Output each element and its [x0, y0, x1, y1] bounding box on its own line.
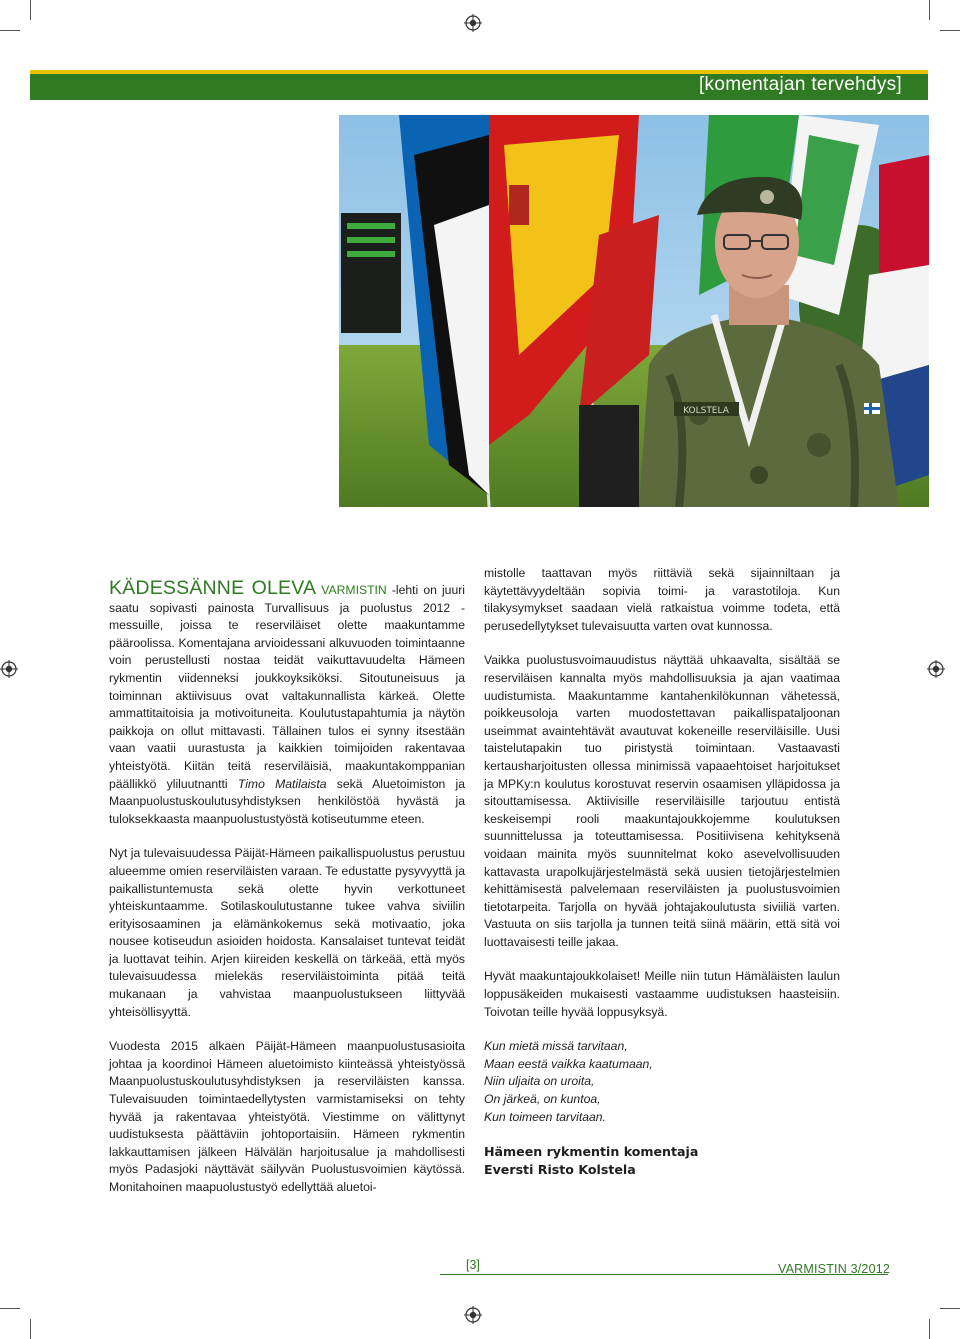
signature — [484, 1143, 840, 1179]
article-paragraph — [109, 577, 465, 828]
signature-name: Eversti Risto Kolstela — [484, 1162, 636, 1178]
paragraph-text: sekä Aluetoimiston ja Maanpuolustuskoulutusyhdistyksen henkilöstöä hyvästä ja tuloksekkaasta maanpuolustustyöstä kotiseutumme eteen. — [109, 776, 465, 826]
poem-line: Kun toimeen tarvitaan. — [484, 1109, 606, 1124]
page-number: [3] — [466, 1258, 480, 1272]
registration-mark-icon — [464, 1306, 482, 1324]
magazine-issue: VARMISTIN 3/2012 — [778, 1262, 891, 1276]
article-paragraph: Hyvät maakuntajoukkolaiset! Meille niin tutun Hämäläisten laulun loppusäkeiden mukaisesti vastaamme uudistuksen haasteisiin. Toivotan teille hyvää loppusyksyä. — [484, 969, 840, 1019]
article-paragraph: Vuodesta 2015 alkaen Päijät-Hämeen maanpuolustusasioita johtaa ja koordinoi Hämeen aluetoimisto kiinteässä yhteistyössä Maanpuolustuskoulutusyhdistyksen ja reserviläisten kanssa. Tulevaisuuden toimintaedellytysten varmistamiseksi on tehty hyvää ja rakentavaa yhteistyötä. Viestimme on välittynyt uudistuksesta päättäviin johtoportaisiin. Hämeen rykmentin lakkauttamisen jälkeen Hälvälän harjoitusalue ja mahdollisesti myös Padasjoki näyttävät säilyvän Puolustusvoimien käytössä. Monitahoinen maapuolustustyö edellyttää aluetoi- — [109, 1039, 465, 1194]
portrait-photo — [339, 115, 929, 507]
crop-mark — [929, 1319, 930, 1339]
poem-line: Maan eestä vaikka kaatumaan, — [484, 1056, 653, 1071]
registration-mark-icon — [0, 660, 18, 678]
registration-mark-icon — [927, 660, 945, 678]
article-column-right — [484, 565, 840, 1179]
article-paragraph: mistolle taattavan myös riittäviä sekä sijainniltaan ja käytettävyydeltään sopivia toimi- ja varastotiloja. Kun tilakysymykset saadaan vielä ratkaistua voimme todeta, että perusedellytykset tulevaisuutta varten ovat kunnossa. — [484, 566, 840, 633]
section-title: [komentajan tervehdys] — [698, 74, 902, 95]
person-name: Timo Matilaista — [237, 776, 327, 791]
signature-title: Hämeen rykmentin komentaja — [484, 1144, 699, 1160]
crop-mark — [0, 1308, 20, 1309]
paragraph-text: -lehti on juuri saatu sopivasti painosta Turvallisuus ja puolustus 2012 -messuille, joissa te reserviläiset olette maakuntamme pääroolissa. Komentajana arvioidessani alkuvuoden toimintaanne voin perustellusti nostaa teidät vaikuttavuudelta Hämeen rykmentin viidenneksi joukkoyksiköksi. Sitoutuneisuus ja toiminnan aktiivisuus ovat valtakunnallista kärkeä. Olette ammattitaitoisia ja motivoituneita. Koulutustapahtumia ja näytön paikkoja on ollut mittavasti. Tällainen tulos ei synny itsestään vaan vaatii uurastusta ja kaikkien toimijoiden rakentavaa yhteistyötä. Kiitän teitä reserviläisiä, maakuntakomppanian päällikkö yliluutnantti — [109, 583, 465, 791]
crop-mark — [30, 0, 31, 20]
poem-line: On järkeä, on kuntoa, — [484, 1092, 601, 1107]
poem — [484, 1038, 840, 1126]
article-paragraph: Vaikka puolustusvoimauudistus näyttää uhkaavalta, sisältää se reserviläisen kannalta myös mahdollisuuksia ja ajan vaatimaa uudistumista. Maakuntamme kantahenkilökunnan vähetessä, poikkeusoloja varten muodostettavan paikallispataljoonan useimmat avaintehtävät avautuvat kokeneille reserviläisille. Uusi taistelutapakin tuo piristystä toimintaan. Vastaavasti kertausharjoitusten ollessa minimissä vapaaehtoiset harjoitukset ja MPKy:n koulutus korostuvat reservin osaamisen ylläpidossa ja sitouttamisessa. Aktiivisille reserviläisille tarjoutuu entistä keskeisempi rooli maakuntajoukkojemme koulutuksen suunnittelussa ja toteuttamisessa. Positiivisena kehityksenä voidaan mainita myös suunnitelmat koko asevelvollisuuden kattavasta urapolkujärjestelmästä sekä uusien tietojärjestelmien kehittämisestä palvelemaan reserviläisten ja puolustusvoimien tietotarpeita. Tarjolla on hyvää johtajakoulutusta siviiliä varten. Vastuuta on siis tarjolla ja tunnen teitä siinä määrin, että sitä voi luottavaisesti teille jakaa. — [484, 653, 840, 949]
crop-mark — [940, 30, 960, 31]
registration-mark-icon — [464, 14, 482, 32]
poem-line: Kun mietä missä tarvitaan, — [484, 1039, 628, 1054]
crop-mark — [929, 0, 930, 20]
photo-nametag: KOLSTELA — [683, 406, 729, 416]
crop-mark — [30, 1319, 31, 1339]
crop-mark — [940, 1308, 960, 1309]
lead-magazine-name: VARMISTIN — [321, 583, 387, 597]
lead-caps: KÄDESSÄNNE OLEVA — [109, 577, 317, 599]
crop-mark — [0, 30, 20, 31]
article-column-left — [109, 577, 465, 1214]
article-paragraph: Nyt ja tulevaisuudessa Päijät-Hämeen paikallispuolustus perustuu alueemme omien reserviläisten varaan. Te edustatte pysyvyyttä ja paikallistuntemusta sekä olette hyvin verkottuneet yhteiskuntaamme. Sotilaskoulutustanne tukee vahva siviilin erityisosaaminen ja elämänkokemus sekä motivaatio, joka nousee kotiseudun asioiden hoidosta. Kansalaiset tuntevat teidät ja luottavat teihin. Arjen kiireiden keskellä on tärkeää, että myös tulevaisuudessa mielekäs reserviläistoiminta pitää teitä mukanaan ja vahvistaa maanpuolustukseen liittyvää yhteisöllisyyttä. — [109, 846, 465, 1019]
photo-illustration — [339, 115, 929, 507]
poem-line: Niin uljaita on uroita, — [484, 1074, 595, 1089]
